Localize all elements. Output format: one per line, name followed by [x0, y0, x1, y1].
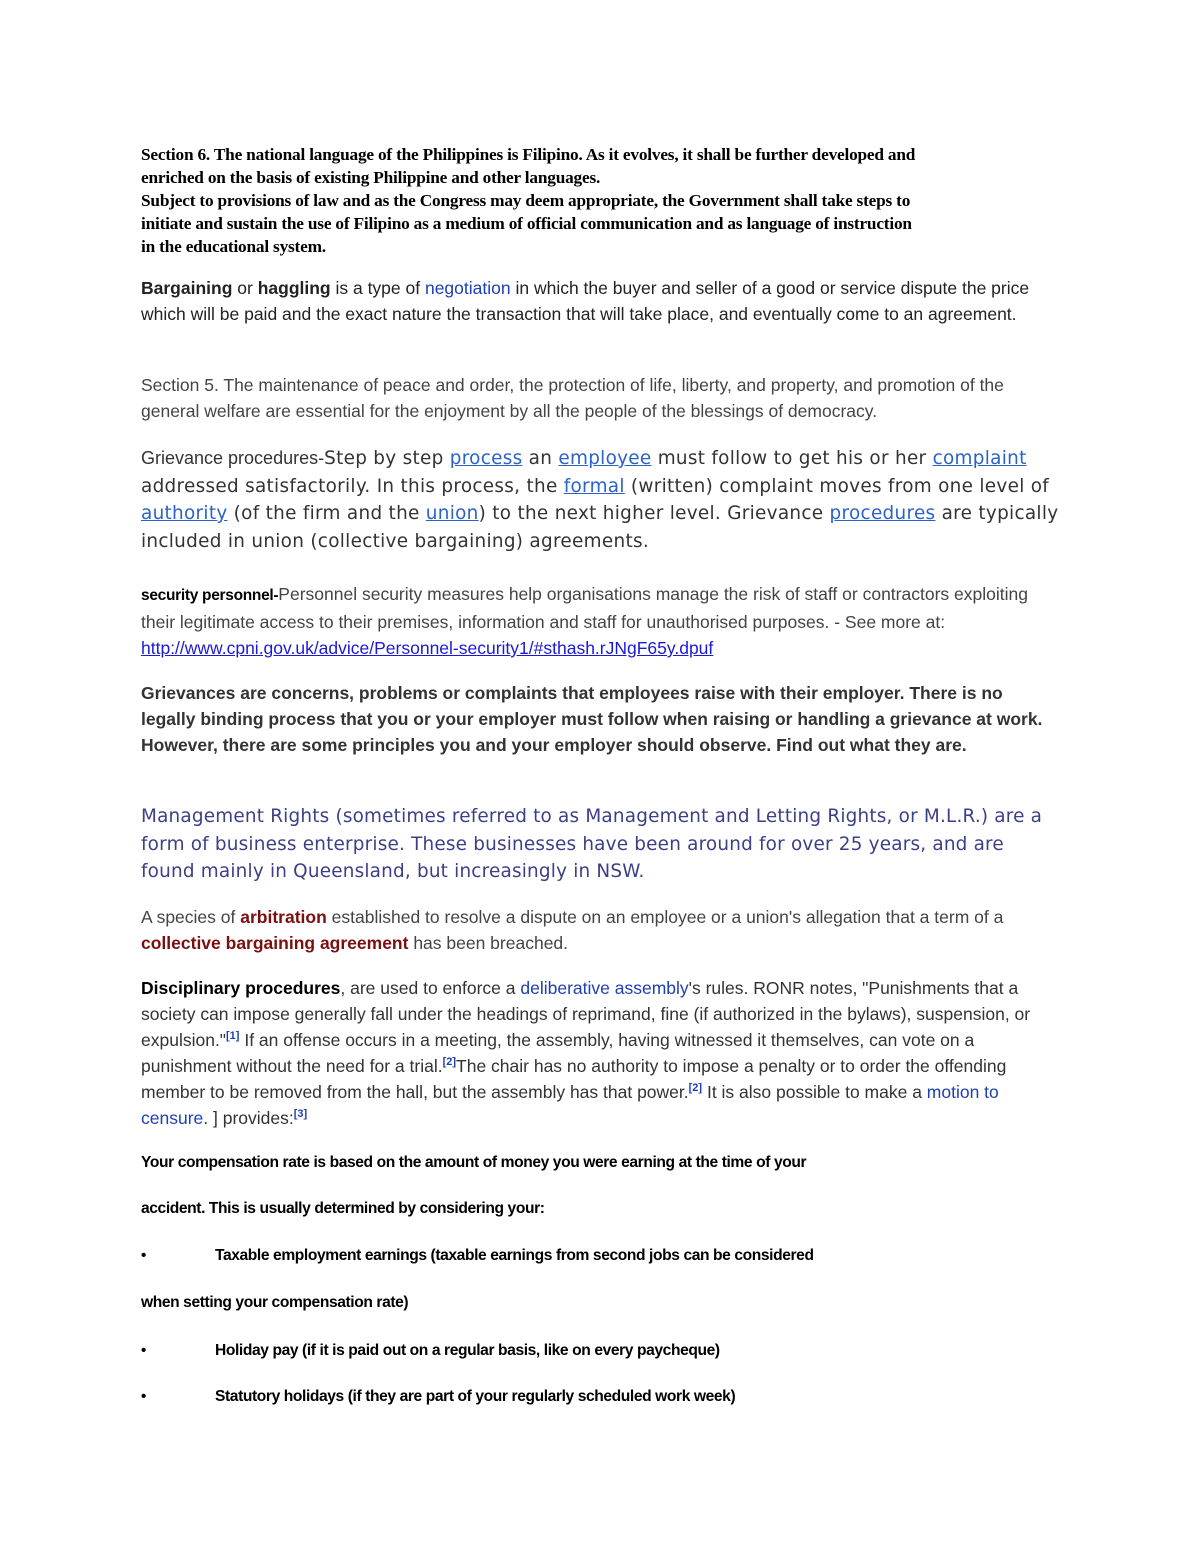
section-6-line-4: initiate and sustain the use of Filipino as a medium of official communication and as language of instruction	[141, 214, 912, 233]
section-5-paragraph: Section 5. The maintenance of peace and order, the protection of life, liberty, and property, and promotion of the general welfare are essential for the enjoyment by all the people of the blessings of democracy.	[141, 375, 1004, 421]
text-run: If an offense occurs in a meeting, the assembly, having witnessed it themselves, can vote on a punishment without the need for a trial.	[141, 1030, 975, 1076]
bullet-1: •	[141, 1247, 147, 1264]
bullet-3: •	[141, 1388, 147, 1405]
text-run: The chair has no authority to impose a penalty or to order the offending member to be removed from the hall, but the assembly has that power.	[141, 1056, 1007, 1102]
bargaining-paragraph	[141, 275, 1061, 327]
text-run: an	[522, 448, 559, 469]
text-run: ) to the next higher level. Grievance	[478, 503, 830, 524]
text-run: addressed satisfactorily. In this process, the	[141, 475, 564, 497]
bullet-1-text: Taxable employment earnings (taxable earnings from second jobs can be considered	[215, 1247, 814, 1264]
procedures-link[interactable]: procedures	[829, 503, 936, 524]
motion-to-censure-link[interactable]: motion to censure	[141, 1082, 999, 1128]
text-run: . ] provides:	[203, 1108, 294, 1128]
text-run: A species of	[141, 907, 241, 927]
grievances-paragraph: Grievances are concerns, problems or complaints that employees raise with their employer. There is no legally binding process that you or your employer must follow when raising or handling a grievance at work. However, there are some principles you and your employer should observe. Find out what they are.	[141, 683, 1043, 755]
bullet-2-text: Holiday pay (if it is paid out on a regular basis, like on every paycheque)	[215, 1342, 720, 1359]
section-6-paragraph	[141, 143, 1061, 258]
authority-link[interactable]: authority	[141, 503, 228, 524]
text-run: in which the buyer and seller of a good or service dispute the price which will be paid and the exact nature the transaction that will take place, and eventually come to an agreement.	[141, 278, 1030, 324]
text-run: , are used to enforce a	[340, 978, 521, 998]
text-run: Step by step	[324, 448, 450, 469]
citation-2[interactable]: [2]	[442, 1056, 457, 1069]
text-run: established to resolve a dispute on an employee or a union's allegation that a term of a	[326, 907, 1004, 927]
text-run: are typically included in union (collective bargaining) agreements.	[141, 503, 1059, 552]
bargaining-term: Bargaining	[141, 278, 233, 298]
process-link[interactable]: process	[449, 448, 523, 469]
arbitration-paragraph	[141, 904, 1061, 956]
text-run: It is also possible to make a	[702, 1082, 927, 1102]
citation-3[interactable]: [3]	[293, 1108, 308, 1121]
security-personnel-lead: security personnel-	[141, 587, 279, 604]
compensation-line-2: accident. This is usually determined by considering your:	[141, 1200, 545, 1217]
bullet-2: •	[141, 1342, 147, 1359]
section-6-line-1: Section 6. The national language of the Philippines is Filipino. As it evolves, it shall be further developed and	[141, 145, 916, 164]
text-run: (of the firm and the	[227, 503, 426, 524]
disciplinary-procedures-lead: Disciplinary procedures	[141, 978, 341, 998]
formal-link[interactable]: formal	[563, 475, 625, 497]
union-link[interactable]: union	[425, 503, 479, 524]
section-6-line-5: in the educational system.	[141, 237, 326, 256]
grievance-procedures-paragraph	[141, 445, 1061, 555]
citation-2b[interactable]: [2]	[688, 1082, 703, 1095]
grievance-procedures-lead: Grievance procedures-	[141, 448, 325, 468]
compensation-line-1: Your compensation rate is based on the amount of money you were earning at the time of your	[141, 1154, 807, 1171]
employee-link[interactable]: employee	[558, 448, 652, 469]
bullet-3-text: Statutory holidays (if they are part of your regularly scheduled work week)	[215, 1388, 736, 1405]
text-run: 's rules. RONR notes, "Punishments that a society can impose generally fall under the headings of reprimand, fine (if authorized in the bylaws), suspension, or expulsion."	[141, 978, 1031, 1050]
text-run: must follow to get his or her	[651, 448, 933, 469]
collective-bargaining-agreement-term[interactable]: collective bargaining agreement	[141, 933, 409, 953]
section-6-line-3: Subject to provisions of law and as the Congress may deem appropriate, the Government shall take steps to	[141, 191, 911, 210]
text-run: (written) complaint moves from one level of	[624, 475, 1050, 497]
section-6-line-2: enriched on the basis of existing Philippine and other languages.	[141, 168, 601, 187]
security-personnel-paragraph	[141, 581, 1061, 661]
haggling-term: haggling	[257, 278, 331, 298]
management-rights-paragraph: Management Rights (sometimes referred to as Management and Letting Rights, or M.L.R.) are a form of business enterprise. These businesses have been around for over 25 years, and are found mainly in Queensland, but increasingly in NSW.	[141, 806, 1043, 882]
complaint-link[interactable]: complaint	[932, 448, 1027, 469]
deliberative-assembly-link[interactable]: deliberative assembly	[520, 978, 689, 998]
bullet-1-continuation: when setting your compensation rate)	[141, 1294, 409, 1311]
arbitration-term[interactable]: arbitration	[240, 907, 327, 927]
text-run: is a type of	[330, 278, 425, 298]
text-run: Personnel security measures help organisations manage the risk of staff or contractors exploiting their legitimate access to their premises, information and staff for unauthorised purposes. - See more at:	[141, 584, 1028, 632]
citation-1[interactable]: [1]	[226, 1030, 240, 1043]
text-run: or	[232, 278, 258, 298]
disciplinary-procedures-paragraph	[141, 975, 1061, 1131]
cpni-url-link[interactable]: http://www.cpni.gov.uk/advice/Personnel-security1/#sthash.rJNgF65y.dpuf	[141, 638, 714, 658]
text-run: has been breached.	[408, 933, 569, 953]
negotiation-link[interactable]: negotiation	[424, 278, 511, 298]
